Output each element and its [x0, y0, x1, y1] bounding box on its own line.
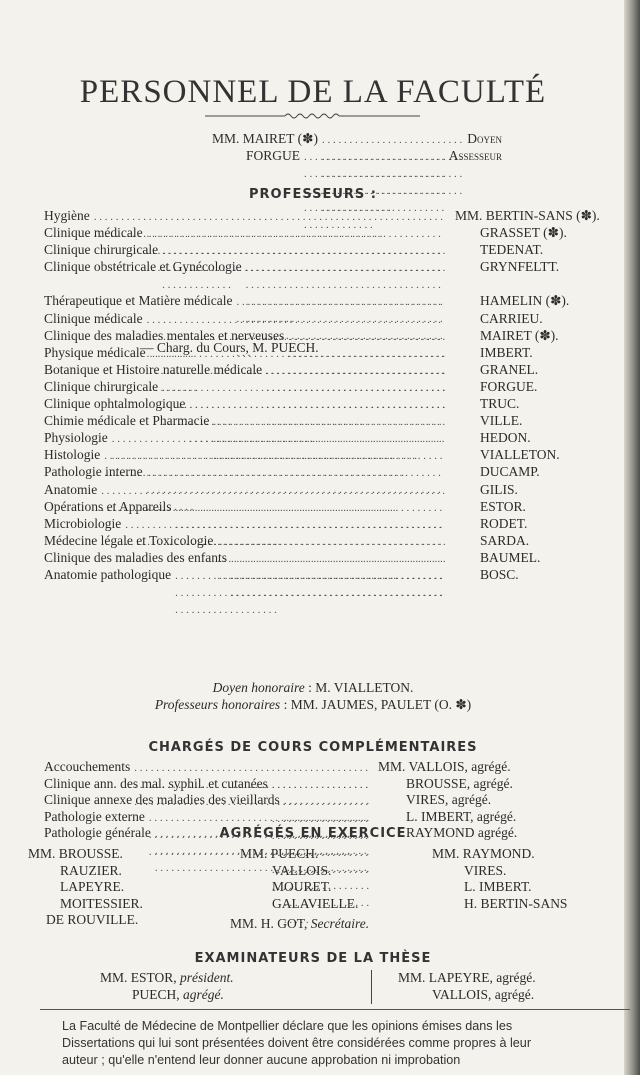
charges-heading: CHARGÉS DE COURS COMPLÉMENTAIRES: [148, 740, 478, 755]
officer-name: MM. MAIRET (✽): [212, 131, 318, 146]
agrege-name: MM. PUECH.: [240, 846, 319, 861]
examinateur-name: MM. LAPEYRE,: [398, 970, 497, 985]
professeur-name: GILIS.: [480, 481, 518, 497]
professeur-name: BAUMEL.: [480, 549, 541, 565]
agrege-name: H. BERTIN-SANS: [464, 895, 568, 911]
professeur-name: VIALLETON.: [480, 447, 560, 463]
officer-role: Doyen: [467, 131, 502, 146]
chair-name: Clinique obstétricale et Gynécologie: [44, 259, 242, 275]
professeur-name: GRYNFELTT.: [480, 259, 560, 275]
chair-name: Clinique médicale: [44, 225, 143, 241]
examinateurs-heading: EXAMINATEURS DE LA THÈSE: [194, 951, 432, 966]
agrege-name: LAPEYRE.: [60, 879, 125, 894]
chair-name: Physique médicale: [44, 344, 146, 360]
chair-name: Hygiène: [44, 208, 90, 223]
professeur-name: HAMELIN (✽).: [480, 293, 570, 309]
examinateur-role: agrégé.: [496, 970, 536, 985]
agrege-name: VALLOIS.: [272, 862, 332, 878]
professeur-name: MM. BERTIN-SANS (✽).: [455, 208, 600, 223]
chair-name: Opérations et Appareils: [44, 498, 172, 514]
chair-name: Clinique médicale: [44, 310, 143, 326]
leader-dots: [175, 567, 446, 618]
professeur-name: ESTOR.: [480, 498, 526, 514]
officer-name: FORGUE: [246, 148, 301, 163]
chair-name: Clinique des maladies des enfants: [44, 549, 227, 565]
examinateur-name: MM. ESTOR,: [100, 970, 181, 985]
professeur-name: GRANEL.: [480, 361, 539, 377]
agrege-name: MOITESSIER.: [60, 895, 143, 911]
doyen-honoraire: Doyen honoraire : M. VIALLETON.: [212, 680, 414, 695]
disclaimer-line: Dissertations qui lui sont présentées doivent être considérées comme propres à leur: [62, 1036, 532, 1050]
chair-name: Pathologie interne: [44, 464, 143, 480]
chair-name: Anatomie pathologique: [44, 567, 172, 582]
examinateur-role: agrégé.: [494, 987, 535, 1002]
professeur-name: VILLE.: [480, 413, 523, 429]
professeur-row: [44, 567, 450, 618]
professeurs-heading: PROFESSEURS :: [248, 187, 378, 202]
course-name: Clinique ann. des mal. syphil. et cutanées: [44, 775, 268, 791]
examinateur-entry: [132, 987, 224, 1003]
chair-name: Thérapeutique et Matière médicale: [44, 293, 233, 309]
disclaimer-line: auteur ; qu'elle n'entend leur donner aucune approbation ni improbation: [62, 1053, 461, 1067]
examinateur-entry: [398, 970, 536, 986]
agrege-name: DE ROUVILLE.: [46, 912, 139, 927]
chair-name: Clinique chirurgicale: [44, 378, 159, 394]
chair-name: Médecine légale et Toxicologie: [44, 532, 214, 548]
professeur-name: TRUC.: [480, 396, 520, 411]
disclaimer-paragraph: [62, 1018, 624, 1069]
professeur-name: CARRIEU.: [480, 310, 543, 326]
course-name: Pathologie générale: [44, 825, 151, 841]
title-ornament: [205, 111, 420, 121]
charge-name: L. IMBERT, agrégé.: [406, 808, 517, 824]
agrege-name: MM. RAYMOND.: [432, 846, 535, 861]
charge-name: VIRES, agrégé.: [406, 792, 492, 808]
professeur-name: HEDON.: [480, 430, 531, 446]
charge-note: — Charg. du Cours, M. PUECH.: [140, 340, 319, 355]
course-name: Clinique annexe des maladies des vieillards: [44, 792, 280, 808]
professeurs-honoraires: Professeurs honoraires : MM. JAUMES, PAULET (O. ✽): [154, 697, 472, 712]
examinateurs-divider: [371, 970, 372, 1004]
agrege-name: MM. BROUSSE.: [28, 846, 123, 861]
chair-name: Chimie médicale et Pharmacie: [44, 413, 210, 429]
page-title: PERSONNEL DE LA FACULTÉ: [79, 74, 547, 110]
agrege-name: GALAVIELLE.: [272, 895, 359, 911]
page-edge-shadow: [624, 0, 640, 1075]
professeur-name: MAIRET (✽).: [480, 327, 559, 343]
agrege-name: MOURET.: [272, 879, 332, 894]
chair-name: Anatomie: [44, 481, 98, 497]
chair-name: Botanique et Histoire naturelle médicale: [44, 361, 263, 377]
examinateur-entry: [432, 987, 534, 1003]
examinateur-name: VALLOIS,: [432, 987, 495, 1002]
chair-name: Clinique ophtalmologique: [44, 396, 186, 411]
charge-name: BROUSSE, agrégé.: [406, 775, 513, 791]
chair-name: Microbiologie: [44, 515, 122, 531]
disclaimer-line: La Faculté de Médecine de Montpellier déclare que les opinions émises dans les: [62, 1019, 513, 1033]
examinateur-entry: [100, 970, 234, 986]
chair-name: Clinique chirurgicale: [44, 242, 159, 258]
examinateur-role: agrégé.: [183, 987, 224, 1002]
course-name: Pathologie externe: [44, 808, 145, 824]
agrege-name: RAUZIER.: [60, 862, 122, 878]
secretaire-line: MM. H. GOT, Secrétaire.: [230, 916, 370, 931]
course-name: Accouchements: [44, 759, 131, 774]
professeur-name: BOSC.: [480, 567, 519, 582]
professeur-name: GRASSET (✽).: [480, 225, 567, 241]
examinateur-name: PUECH,: [132, 987, 184, 1002]
professeur-name: RODET.: [480, 515, 528, 531]
professeur-name: SARDA.: [480, 532, 530, 548]
chair-name: Histologie: [44, 447, 101, 463]
charge-name: MM. VALLOIS, agrégé.: [378, 759, 511, 774]
officer-role: Assesseur: [448, 148, 502, 163]
charge-name: RAYMOND agrégé.: [406, 825, 518, 841]
professeur-name: DUCAMP.: [480, 464, 540, 480]
agrege-name: VIRES.: [464, 862, 507, 878]
examinateur-role: président.: [180, 970, 234, 985]
separator-rule: [40, 1009, 630, 1010]
professeur-name: IMBERT.: [480, 344, 533, 360]
chair-name: Clinique des maladies mentales et nerveuses: [44, 327, 285, 343]
professeur-name: FORGUE.: [480, 378, 538, 394]
agreges-heading: AGRÉGÉS EN EXERCICE: [219, 826, 407, 841]
chair-name: Physiologie: [44, 430, 108, 446]
agrege-name: L. IMBERT.: [464, 879, 532, 894]
professeur-name: TEDENAT.: [480, 242, 544, 258]
